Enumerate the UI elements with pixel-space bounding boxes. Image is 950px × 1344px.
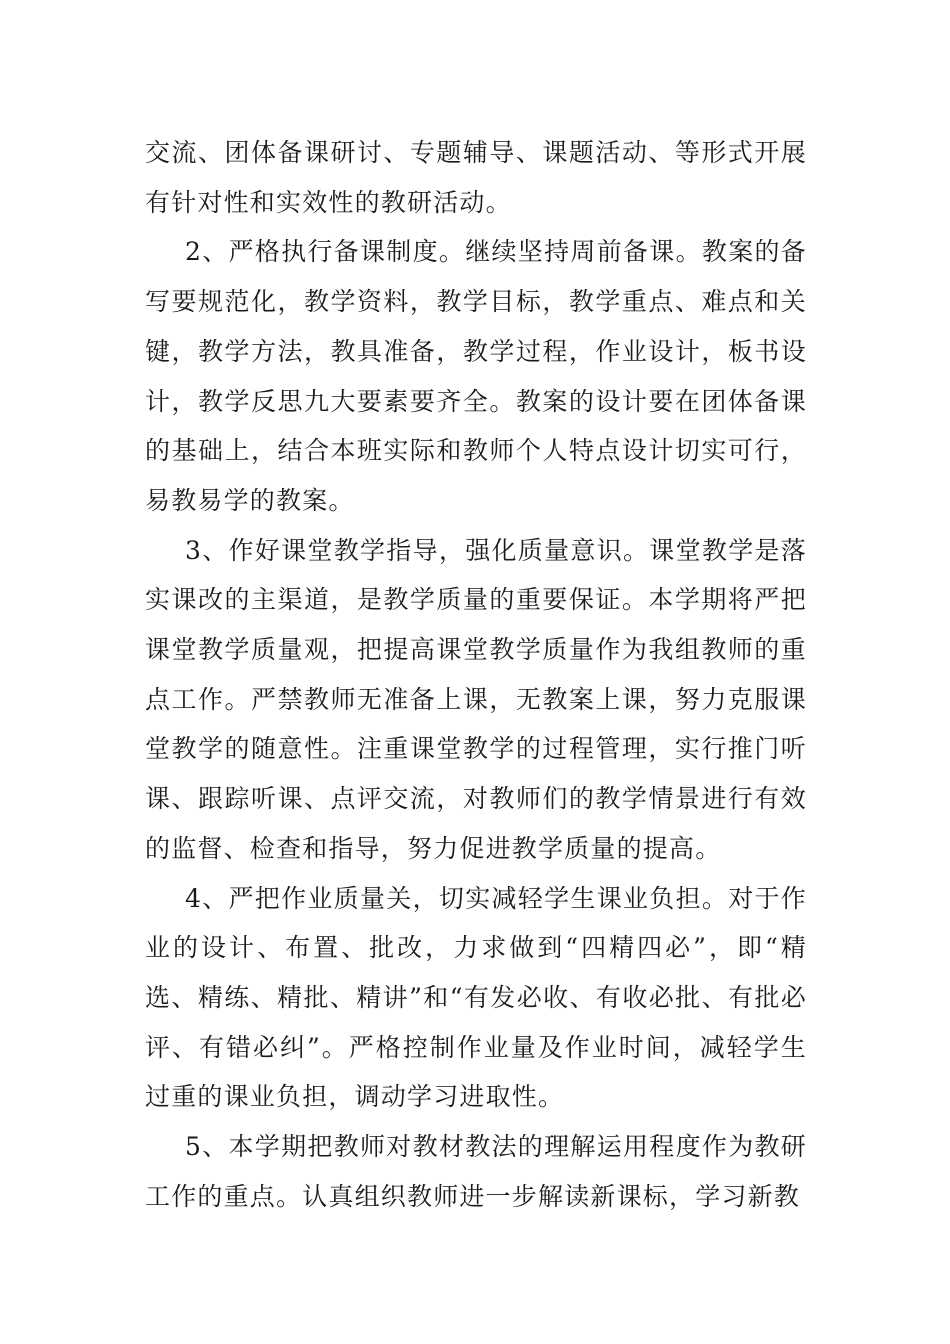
paragraph-3: 3、作好课堂教学指导，强化质量意识。课堂教学是落实课改的主渠道，是教学质量的重要保证。本学期将严把课堂教学质量观，把提高课堂教学质量作为我组教师的重点工作。严禁教师无准备上课，无教案上课，努力克服课堂教学的随意性。注重课堂教学的过程管理，实行推门听课、跟踪听课、点评交流，对教师们的教学情景进行有效的监督、检查和指导，努力促进教学质量的提高。 <box>145 535 807 863</box>
paragraph-1: 交流、团体备课研讨、专题辅导、课题活动、等形式开展有针对性和实效性的教研活动。 <box>145 138 807 217</box>
paragraph-2: 2、严格执行备课制度。继续坚持周前备课。教案的备写要规范化，教学资料，教学目标，教学重点、难点和关键，教学方法，教具准备，教学过程，作业设计，板书设计，教学反思九大要素要齐全。教案的设计要在团体备课的基础上，结合本班实际和教师个人特点设计切实可行，易教易学的教案。 <box>145 237 807 515</box>
paragraph-4: 4、严把作业质量关，切实减轻学生课业负担。对于作业的设计、布置、批改，力求做到“四精四必”，即“精选、精练、精批、精讲”和“有发必收、有收必批、有批必评、有错必纠”。严格控制作业量及作业时间，减轻学生过重的课业负担，调动学习进取性。 <box>145 883 807 1112</box>
paragraph-5: 5、本学期把教师对教材教法的理解运用程度作为教研工作的重点。认真组织教师进一步解读新课标，学习新教 <box>145 1132 807 1211</box>
document-body <box>145 128 807 1221</box>
